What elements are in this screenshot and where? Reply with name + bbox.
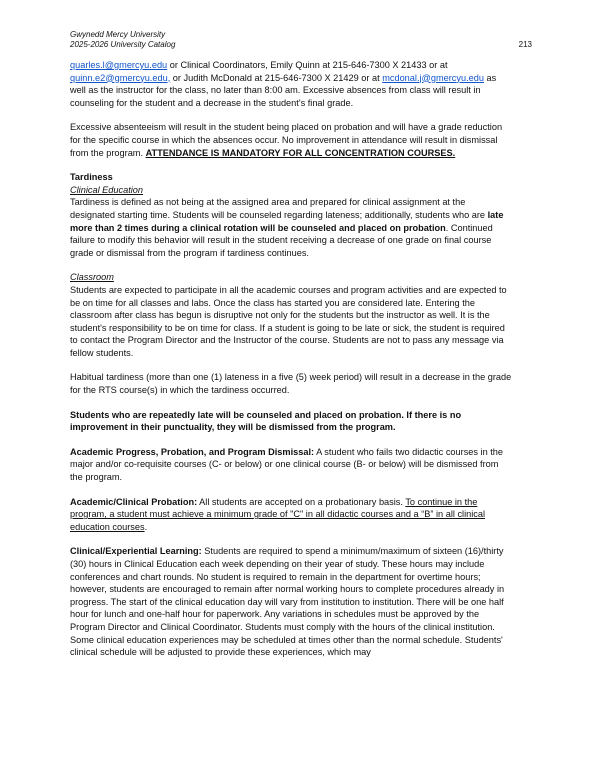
academic-clinical-probation-label: Academic/Clinical Probation:	[70, 496, 198, 507]
email-link-quarles[interactable]: quarles.l@gmercyu.edu	[70, 60, 168, 70]
probation-text-2: .	[144, 521, 148, 532]
clinical-education-subheading: Clinical Education	[70, 184, 144, 195]
clinical-experiential-text: Students are required to spend a minimum/maximum of sixteen (16)/thirty (30) hours in Clinical Education each week depending on their year of study. These hours may include conferences and chart rounds. No student is required to remain in the department for overtime hours; however, students are encouraged to remain after normal working hours to complete procedures already in progress. The start of the clinical education day will vary from institution to institution. There will be one half hour for lunch and one-half hour for paperwork. Any variations in schedules must be approved by the Program Director and Clinical Coordinator. Students must comply with the hours of the clinical institution. Some clinical education experiences may be scheduled at times other than the normal schedule. Students' clinical schedule will be adjusted to provide these experiences, which may	[70, 546, 505, 658]
repeated-lateness-paragraph: Students who are repeatedly late will be counseled and placed on probation. If there is no improvement in their punctuality, they will be dismissed from the program.	[70, 409, 462, 433]
page-body	[70, 59, 512, 659]
email-link-mcdonald[interactable]: mcdonal.j@gmercyu.edu	[382, 72, 484, 83]
contact-text-2: or Judith McDonald at 215-646-7300 X 21429 or at	[170, 72, 383, 83]
habitual-tardiness-paragraph: Habitual tardiness (more than one (1) lateness in a five (5) week period) will result in a decrease in the grade for the RTS course(s) in which the tardiness occurred.	[70, 372, 512, 396]
academic-progress-paragraph	[70, 446, 512, 484]
header-institution: Gwynedd Mercy University	[70, 30, 166, 39]
clinical-tardiness-bold: late more than 2 times during a clinical rotation will be counseled and placed on probation	[70, 209, 504, 233]
page-number: 213	[518, 40, 532, 49]
attendance-mandatory-notice: ATTENDANCE IS MANDATORY FOR ALL CONCENTRATION COURSES.	[145, 147, 456, 158]
absenteeism-text: Excessive absenteeism will result in the student being placed on probation and will have a grade reduction for the specific course in which the absences occur. No improvement in attendance will result in dismissal from the program.	[70, 122, 503, 158]
contact-text-3: as well as the instructor for the class, no later than 8:00 am. Excessive absences from class will result in counseling for the student and a decrease in the student's final grade.	[70, 72, 497, 108]
email-link-quinn[interactable]: quinn.e2@gmercyu.edu,	[70, 72, 171, 83]
clinical-tardiness-text-2: . Continued failure to modify this behavior will result in the student receiving a decrease of one grade on final course grade or dismissal from the program if tardiness continues.	[70, 222, 493, 258]
clinical-tardiness-paragraph	[70, 196, 512, 259]
tardiness-heading: Tardiness	[70, 172, 113, 183]
clinical-experiential-paragraph	[70, 545, 512, 658]
academic-progress-text: A student who fails two didactic courses in the major and/or co-requisite courses (C- or below) or one clinical course (B- or below) will be dismissed from the program.	[70, 446, 504, 483]
contact-paragraph	[70, 59, 512, 109]
contact-text-1: or Clinical Coordinators, Emily Quinn at 215-646-7300 X 21433 or at	[167, 60, 448, 70]
absenteeism-paragraph	[70, 121, 512, 159]
probation-text-1: All students are accepted on a probationary basis.	[197, 496, 406, 507]
classroom-subheading: Classroom	[70, 272, 114, 283]
page-header	[70, 30, 532, 50]
academic-clinical-probation-paragraph	[70, 496, 512, 534]
academic-progress-label: Academic Progress, Probation, and Program Dismissal:	[70, 446, 315, 457]
clinical-experiential-label: Clinical/Experiential Learning:	[70, 546, 202, 557]
minimum-grade-requirement: To continue in the program, a student must achieve a minimum grade of "C" in all didactic courses and a “B” in all clinical education courses	[70, 496, 486, 532]
header-catalog-title: 2025-2026 University Catalog	[70, 40, 176, 49]
classroom-paragraph: Students are expected to participate in all the academic courses and program activities and are expected to be on time for all classes and labs. Once the class has started you are considered late. Entering the classroom after class has begun is disruptive not only for the students but the instructor as well. It is the student's responsibility to be on time for class. If a student is going to be late or sick, the student is required to contact the Program Director and the Instructor of the course. Students are not to pass any message via fellow students.	[70, 284, 507, 358]
clinical-tardiness-text-1: Tardiness is defined as not being at the assigned area and prepared for clinical assignment at the designated starting time. Students will be counseled regarding lateness; additionally, students who are	[70, 197, 488, 220]
